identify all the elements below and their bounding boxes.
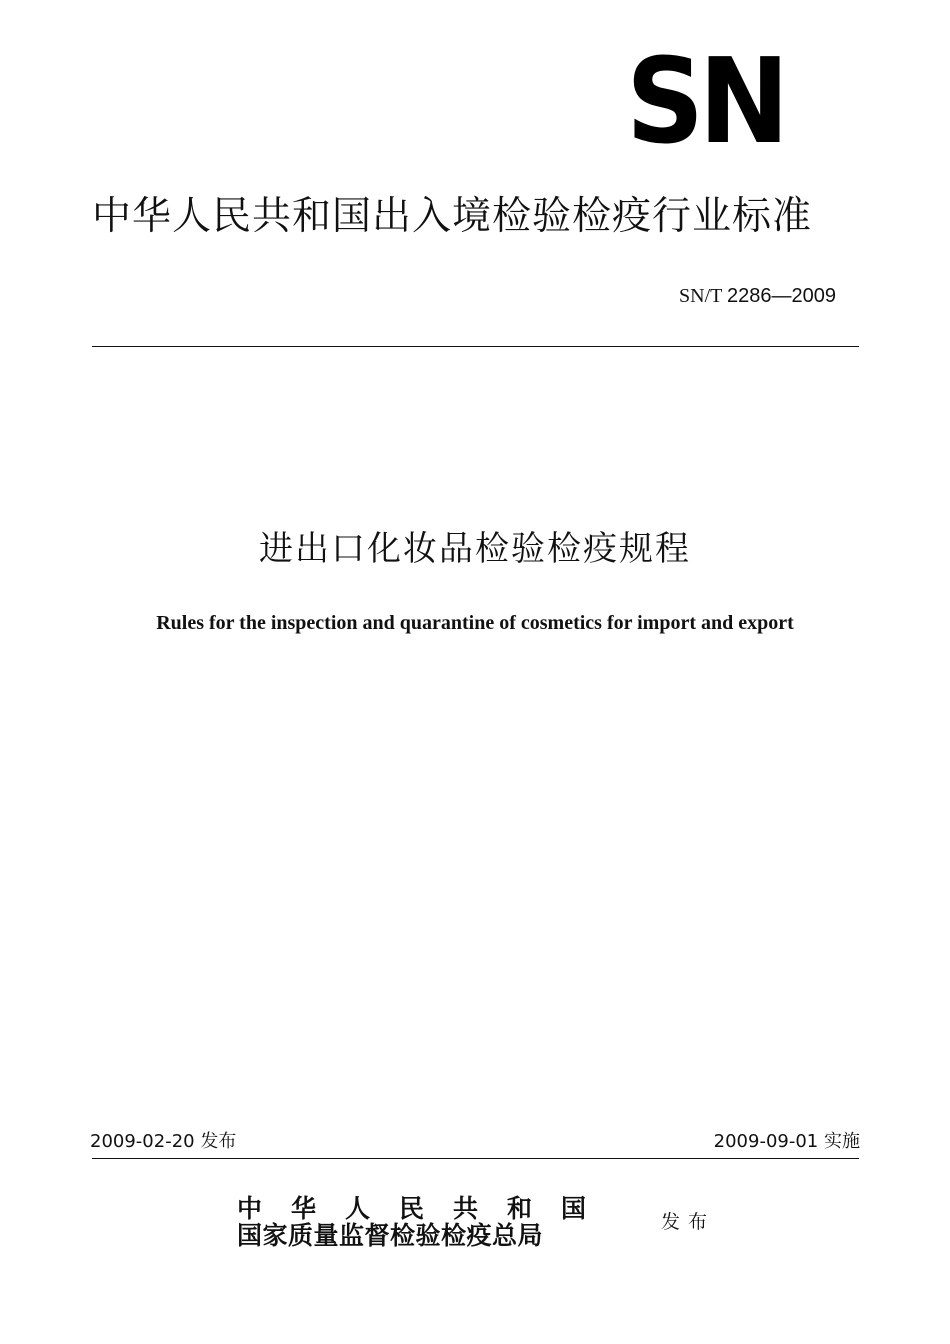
issuer-line-1: 中华人民共和国 bbox=[237, 1194, 616, 1223]
standard-prefix: SN/T bbox=[679, 285, 728, 307]
top-divider bbox=[92, 346, 859, 347]
sn-logo: SN bbox=[626, 32, 785, 170]
standard-number bbox=[679, 284, 836, 308]
standard-number-value: 2286—2009 bbox=[727, 285, 836, 307]
standard-category-title: 中华人民共和国出入境检验检疫行业标准 bbox=[92, 194, 813, 239]
document-title-en: Rules for the inspection and quarantine of cosmetics for import and export bbox=[156, 612, 794, 634]
issuer-line-2: 国家质量监督检验检疫总局 bbox=[237, 1221, 544, 1250]
issue-verb: 发布 bbox=[661, 1211, 716, 1233]
bottom-divider bbox=[92, 1158, 859, 1159]
issue-date: 2009-02-20 发布 bbox=[90, 1131, 237, 1152]
implementation-date: 2009-09-01 实施 bbox=[713, 1131, 860, 1152]
document-title-cn: 进出口化妆品检验检疫规程 bbox=[259, 529, 691, 569]
